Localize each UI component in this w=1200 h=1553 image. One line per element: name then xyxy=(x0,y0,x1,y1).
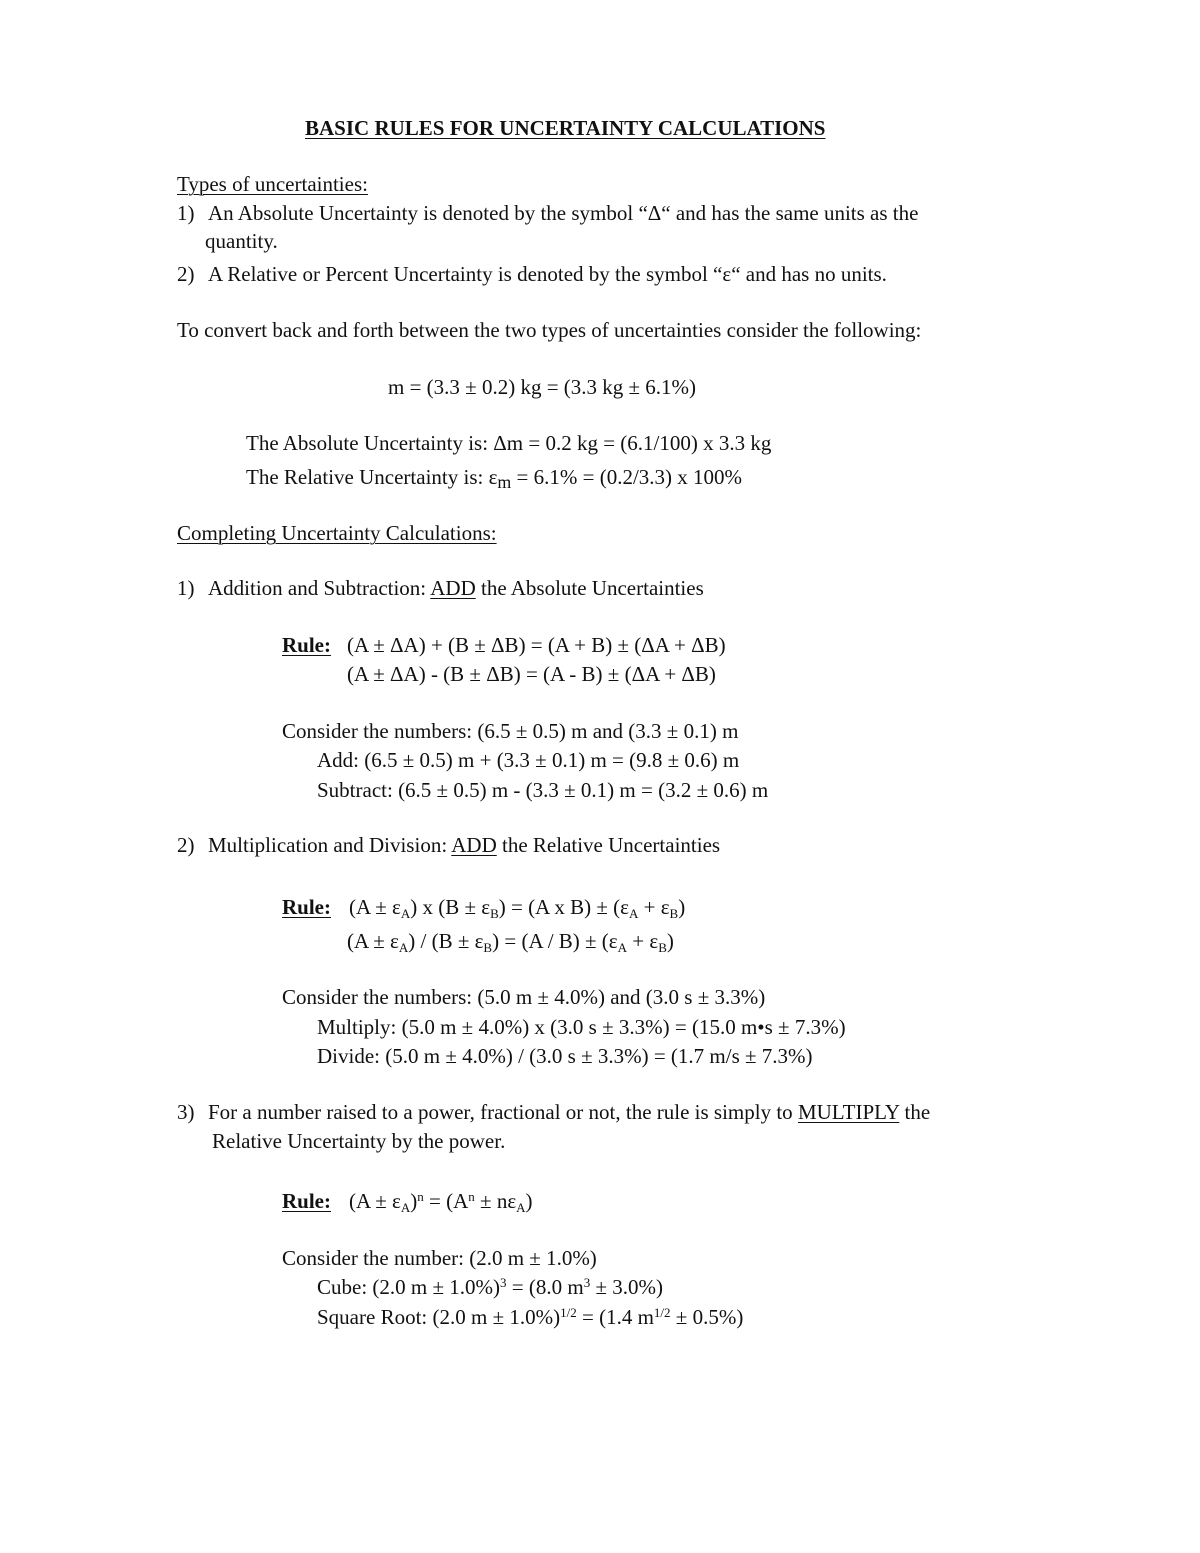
subscript: A xyxy=(628,905,639,921)
text: ) xyxy=(666,929,674,953)
text: ) / (B ± ε xyxy=(408,929,484,953)
types-item-2-num: 2) xyxy=(177,262,195,286)
subscript: B xyxy=(490,905,499,921)
example-3-consider: Consider the number: (2.0 m ± 1.0%) xyxy=(282,1246,597,1270)
rule-subtraction: (A ± ΔA) - (B ± ΔB) = (A - B) ± (ΔA + ΔB) xyxy=(347,662,716,686)
example-3-square-root xyxy=(317,1304,744,1329)
types-item-1-text xyxy=(208,203,918,224)
example-1-consider: Consider the numbers: (6.5 ± 0.5) m and (3.3 ± 0.1) m xyxy=(282,719,739,743)
text: ± 3.0%) xyxy=(590,1275,663,1299)
rule-multiplication xyxy=(349,895,686,921)
subscript: A xyxy=(617,939,628,955)
text: ) = (A / B) ± (ε xyxy=(492,929,618,953)
text: = (A xyxy=(423,1189,469,1213)
text: An Absolute Uncertainty is denoted by the symbol “ xyxy=(208,201,648,225)
text: Square Root: (2.0 m ± 1.0%) xyxy=(317,1305,561,1329)
superscript: 3 xyxy=(500,1274,507,1290)
example-2-consider: Consider the numbers: (5.0 m ± 4.0%) and (3.0 s ± 3.3%) xyxy=(282,985,766,1009)
types-heading: Types of uncertainties: xyxy=(177,172,368,196)
text: ± 0.5%) xyxy=(670,1305,744,1329)
convert-intro: To convert back and forth between the two types of uncertainties consider the following: xyxy=(177,318,922,342)
subscript: A xyxy=(400,1199,411,1215)
text: (A ± ε xyxy=(347,929,399,953)
example-1-add: Add: (6.5 ± 0.5) m + (3.3 ± 0.1) m = (9.8 ± 0.6) m xyxy=(317,748,740,772)
rule-addition: (A ± ΔA) + (B ± ΔB) = (A + B) ± (ΔA + ΔB) xyxy=(347,633,726,657)
text: Multiplication and Division: xyxy=(208,833,452,857)
epsilon-symbol: ε xyxy=(722,262,732,286)
rule-division xyxy=(347,929,674,955)
section-2-num: 2) xyxy=(177,833,195,857)
section-1-title xyxy=(208,578,704,599)
text: ) xyxy=(525,1189,533,1213)
convert-equation: m = (3.3 ± 0.2) kg = (3.3 kg ± 6.1%) xyxy=(388,375,697,399)
relative-uncertainty-line xyxy=(246,465,743,493)
subscript: B xyxy=(483,939,493,955)
subscript: B xyxy=(669,905,679,921)
subscript: A xyxy=(398,939,409,955)
text: For a number raised to a power, fractional or not, the rule is simply to xyxy=(208,1100,798,1124)
superscript: n xyxy=(417,1188,424,1204)
text: = 6.1% = (0.2/3.3) x 100% xyxy=(511,465,743,489)
superscript: 3 xyxy=(583,1274,591,1290)
types-item-1-continuation: quantity. xyxy=(205,229,278,253)
example-2-divide: Divide: (5.0 m ± 4.0%) / (3.0 s ± 3.3%) = (1.7 m/s ± 7.3%) xyxy=(317,1044,813,1068)
text: the Relative Uncertainties xyxy=(496,833,721,857)
delta-symbol: Δ xyxy=(647,201,662,225)
example-1-subtract: Subtract: (6.5 ± 0.5) m - (3.3 ± 0.1) m = (3.2 ± 0.6) m xyxy=(317,778,769,802)
text: the Absolute Uncertainties xyxy=(475,576,704,600)
types-item-1-num: 1) xyxy=(177,201,195,225)
text: = (8.0 m xyxy=(506,1275,584,1299)
section-2-title xyxy=(208,835,720,856)
subscript: A xyxy=(516,1199,526,1215)
types-item-2-text xyxy=(208,264,887,285)
text: + ε xyxy=(627,929,659,953)
text: A Relative or Percent Uncertainty is denoted by the symbol “ xyxy=(208,262,723,286)
keyword-add: ADD xyxy=(430,576,476,600)
rule-label: Rule: xyxy=(282,1189,331,1213)
text: The Relative Uncertainty is: ε xyxy=(246,465,498,489)
text: the xyxy=(899,1100,931,1124)
section-3-num: 3) xyxy=(177,1100,195,1124)
text: ± nε xyxy=(474,1189,517,1213)
keyword-multiply: MULTIPLY xyxy=(797,1100,900,1124)
superscript: 1/2 xyxy=(560,1304,577,1320)
superscript: n xyxy=(468,1188,475,1204)
keyword-add: ADD xyxy=(451,833,497,857)
rule-label: Rule: xyxy=(282,895,331,919)
rule-power xyxy=(349,1188,533,1215)
text: (A ± ε xyxy=(349,1189,401,1213)
text: “ and has no units. xyxy=(731,262,887,286)
subscript: B xyxy=(658,939,667,955)
text: + ε xyxy=(638,895,670,919)
example-3-cube xyxy=(317,1274,663,1299)
section-1-num: 1) xyxy=(177,576,195,600)
subscript: m xyxy=(497,472,512,493)
text: Cube: (2.0 m ± 1.0%) xyxy=(317,1275,501,1299)
text: ) xyxy=(410,1189,418,1213)
superscript: 1/2 xyxy=(653,1304,671,1320)
rule-label: Rule: xyxy=(282,633,331,657)
section-3-title xyxy=(208,1102,930,1123)
text: “ and has the same units as the xyxy=(661,201,919,225)
subscript: A xyxy=(400,905,411,921)
completing-heading: Completing Uncertainty Calculations: xyxy=(177,521,497,545)
text: = (1.4 m xyxy=(576,1305,654,1329)
text: ) = (A x B) ± (ε xyxy=(498,895,629,919)
example-2-multiply: Multiply: (5.0 m ± 4.0%) x (3.0 s ± 3.3%) = (15.0 m•s ± 7.3%) xyxy=(317,1015,846,1039)
section-3-title-continuation: Relative Uncertainty by the power. xyxy=(212,1129,506,1153)
text: ) x (B ± ε xyxy=(410,895,491,919)
text: (A ± ε xyxy=(349,895,401,919)
text: ) xyxy=(678,895,686,919)
page-title: BASIC RULES FOR UNCERTAINTY CALCULATIONS xyxy=(305,116,826,140)
absolute-uncertainty-line: The Absolute Uncertainty is: Δm = 0.2 kg = (6.1/100) x 3.3 kg xyxy=(246,431,772,455)
text: Addition and Subtraction: xyxy=(208,576,431,600)
